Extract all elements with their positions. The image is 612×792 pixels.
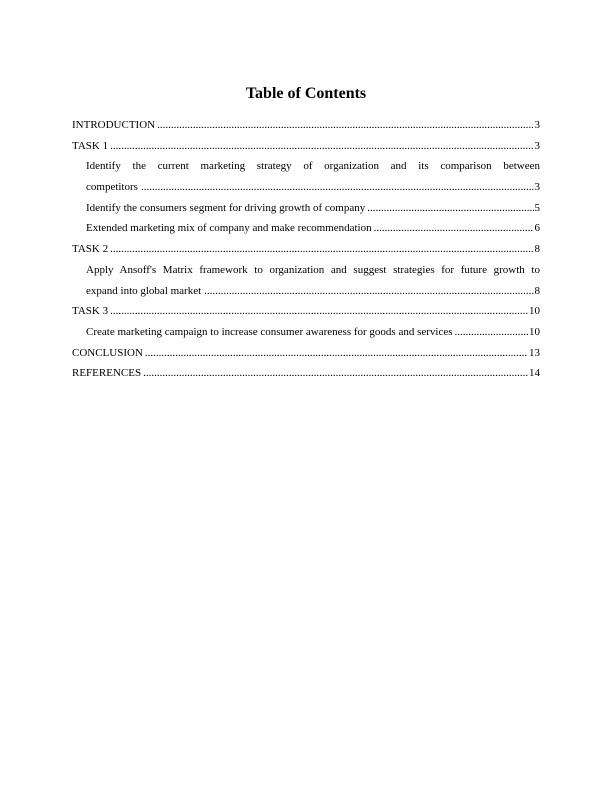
toc-page-number: 13 [529,346,540,359]
toc-entry-label: TASK 1 [72,139,109,152]
dot-leader [145,343,528,364]
toc-entry-task-2[interactable] [72,239,540,260]
toc-entry-label: TASK 3 [72,305,109,318]
toc-entry-label: CONCLUSION [72,346,143,359]
dot-leader [157,115,533,136]
dot-leader [110,301,528,322]
dot-leader [374,218,534,239]
toc-entry-consumer-segment[interactable] [72,198,540,219]
dot-leader [143,363,528,384]
toc-entry-label-line-2: expand into global market [86,284,202,297]
toc-entry-task-1[interactable] [72,136,540,157]
toc-entry-label-line-2: competitors [86,181,138,194]
toc-entry-marketing-mix[interactable] [72,218,540,239]
toc-entry-label: Identify the consumers segment for driving growth of company [86,201,366,214]
toc-page-number: 14 [529,367,540,380]
toc-entry-task-3[interactable] [72,301,540,322]
toc-page-number: 10 [529,325,540,338]
dot-leader [141,177,534,198]
toc-page-number: 8 [534,243,540,256]
toc-page-number: 5 [534,201,540,214]
toc-page-number: 3 [534,181,540,194]
dot-leader [204,281,533,302]
toc-page-number: 8 [534,284,540,297]
toc-entry-label: Create marketing campaign to increase consumer awareness for goods and services [86,325,453,338]
toc-entry-references[interactable] [72,363,540,384]
toc-entry-label: REFERENCES [72,367,142,380]
toc-entry-label: TASK 2 [72,243,109,256]
table-of-contents [72,115,540,384]
dot-leader [110,239,533,260]
toc-entry-label-line-1: Identify the current marketing strategy of organization and its comparison between [86,160,540,173]
toc-entry-marketing-campaign[interactable] [72,322,540,343]
toc-entry-marketing-strategy[interactable] [72,156,540,197]
toc-page-number: 3 [534,119,540,131]
toc-entry-introduction[interactable] [72,115,540,136]
page-title: Table of Contents [245,85,367,102]
toc-entry-label-line-1: Apply Ansoff's Matrix framework to organization and suggest strategies for future growth to [86,263,540,276]
toc-page-number: 10 [529,305,540,318]
dot-leader [367,198,533,219]
dot-leader [455,322,528,343]
dot-leader [110,136,533,157]
toc-entry-label: Extended marketing mix of company and make recommendation [86,222,372,235]
toc-entry-label: INTRODUCTION [72,119,156,131]
toc-page-number: 6 [534,222,540,235]
toc-entry-ansoff-matrix[interactable] [72,260,540,301]
toc-page-number: 3 [534,139,540,152]
toc-entry-conclusion[interactable] [72,343,540,364]
